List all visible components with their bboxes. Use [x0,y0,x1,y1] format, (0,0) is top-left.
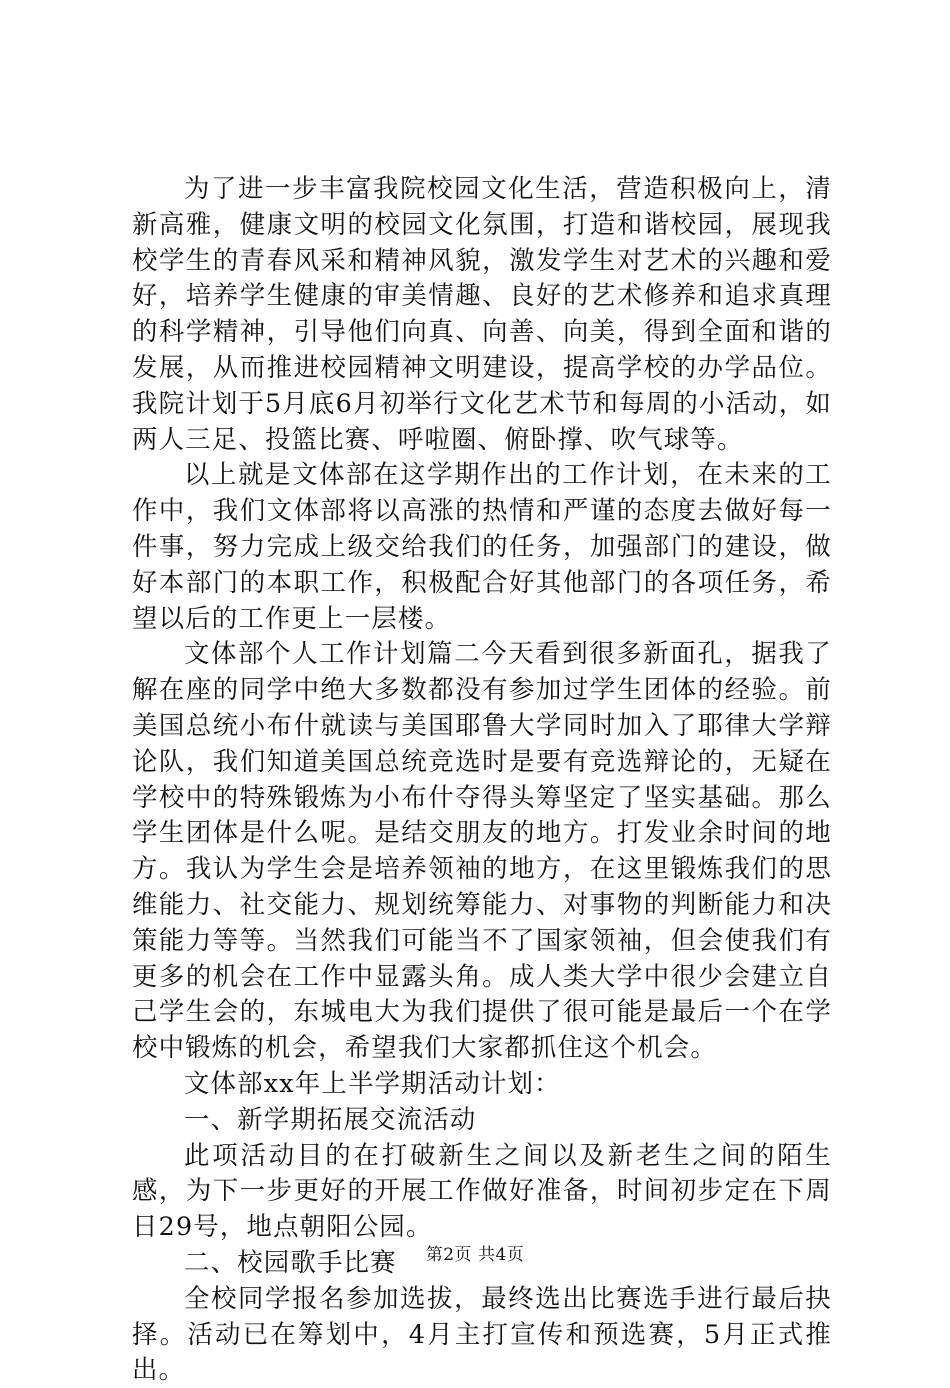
paragraph-work-plan-summary: 以上就是文体部在这学期作出的工作计划，在未来的工作中，我们文体部将以高涨的热情和严谨的态度去做好每一件事，努力完成上级交给我们的任务，加强部门的建设，做好本部门的本职工作，积极配合好其他部门的各项任务，希望以后的工作更上一层楼。 [132,459,832,633]
document-body [132,171,832,1388]
page-number-footer: 第2页 共4页 [425,1245,525,1265]
heading-activity-2: 二、校园歌手比赛 [184,1246,397,1277]
paragraph-cultural-life: 为了进一步丰富我院校园文化生活，营造积极向上，清新高雅，健康文明的校园文化氛围，打造和谐校园，展现我校学生的青春风采和精神风貌，激发学生对艺术的兴趣和爱好，培养学生健康的审美情趣、良好的艺术修养和追求真理的科学精神，引导他们向真、向善、向美，得到全面和谐的发展，从而推进校园精神文明建设，提高学校的办学品位。我院计划于5月底6月初举行文化艺术节和每周的小活动，如两人三足、投篮比赛、呼啦圈、俯卧撑、吹气球等。 [132,173,832,454]
heading-activity-plan: 文体部xx年上半学期活动计划： [184,1067,561,1098]
heading-activity-1: 一、新学期拓展交流活动 [184,1103,477,1134]
paragraph-activity-1: 此项活动目的在打破新生之间以及新老生之间的陌生感，为下一步更好的开展工作做好准备，时间初步定在下周日29号，地点朝阳公园。 [132,1139,832,1242]
paragraph-student-union: 文体部个人工作计划篇二今天看到很多新面孔，据我了解在座的同学中绝大多数都没有参加过学生团体的经验。前美国总统小布什就读与美国耶鲁大学同时加入了耶律大学辩论队，我们知道美国总统竞选时是要有竞选辩论的，无疑在学校中的特殊锻炼为小布什夺得头筹坚定了坚实基础。那么学生团体是什么呢。是结交朋友的地方。打发业余时间的地方。我认为学生会是培养领袖的地方，在这里锻炼我们的思维能力、社交能力、规划统筹能力、对事物的判断能力和决策能力等等。当然我们可能当不了国家领袖，但会使我们有更多的机会在工作中显露头角。成人类大学中很少会建立自己学生会的，东城电大为我们提供了很可能是最后一个在学校中锻炼的机会，希望我们大家都抓住这个机会。 [132,638,832,1063]
paragraph-activity-2: 全校同学报名参加选拔，最终选出比赛选手进行最后抉择。活动已在筹划中，4月主打宣传和预选赛，5月正式推出。 [132,1282,832,1385]
